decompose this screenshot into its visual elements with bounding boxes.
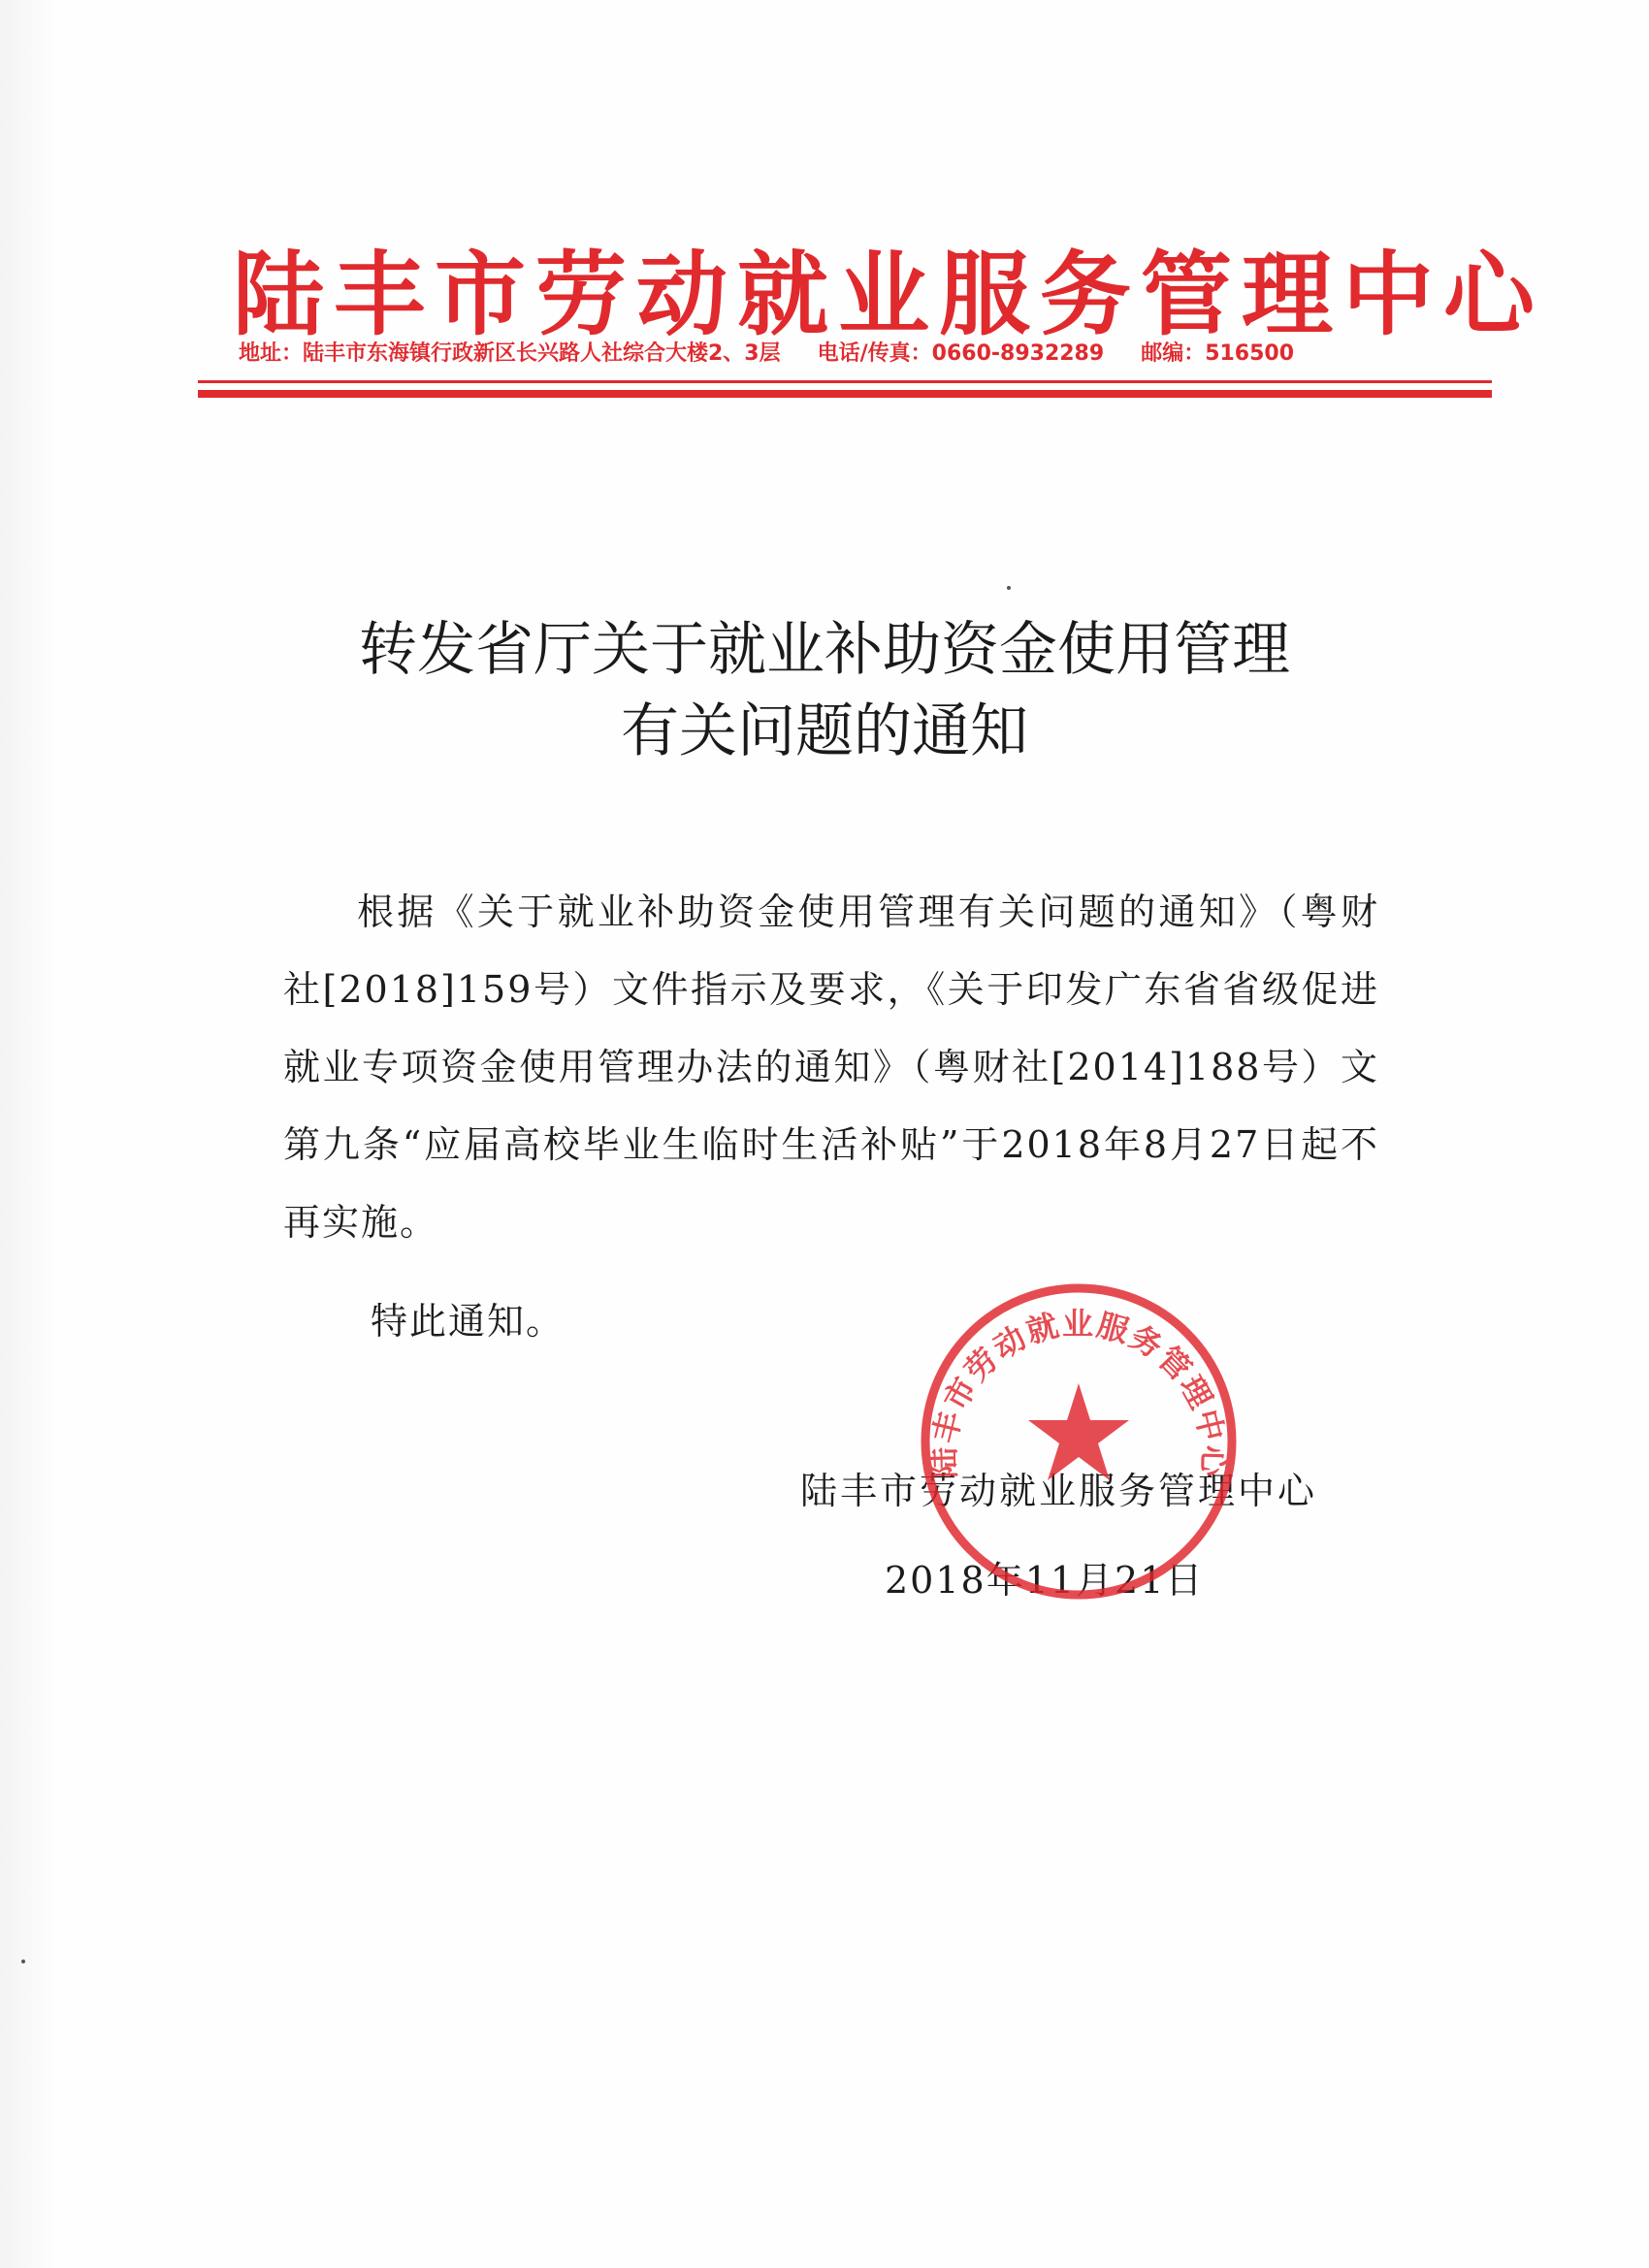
- signature-date: 2018年11月21日: [885, 1559, 1205, 1602]
- closing-remark: 特此通知。: [371, 1300, 566, 1343]
- letterhead-contact-info: [239, 337, 1461, 367]
- scan-speck: [21, 1960, 25, 1963]
- letterhead-rule-thick: [198, 390, 1492, 398]
- signature-organization: 陆丰市劳动就业服务管理中心: [800, 1470, 1318, 1512]
- seal-text: 陆丰市劳动就业服务管理中心: [924, 1305, 1233, 1479]
- document-title: [194, 609, 1455, 772]
- document-title-line-2: 有关问题的通知: [621, 697, 1028, 765]
- scan-edge-shadow: [0, 0, 58, 2268]
- official-seal: [916, 1279, 1242, 1604]
- document-body: [283, 873, 1379, 1261]
- scan-speck: [1007, 586, 1011, 590]
- letterhead-address: 地址：陆丰市东海镇行政新区长兴路人社综合大楼2、3层: [239, 341, 781, 366]
- document-title-line-1: 转发省厅关于就业补助资金使用管理: [359, 616, 1290, 684]
- letterhead-postcode: 邮编：516500: [1141, 341, 1295, 366]
- star-icon: [1028, 1383, 1129, 1480]
- letterhead-phone: 电话/传真：0660-8932289: [817, 341, 1105, 366]
- letterhead-org-name: 陆丰市劳动就业服务管理中心: [233, 242, 1545, 348]
- body-paragraph: 根据《关于就业补助资金使用管理有关问题的通知》（粤财社[2018]159号）文件指示及要求，《关于印发广东省省级促进就业专项资金使用管理办法的通知》（粤财社[2014]188号）文第九条“应届高校毕业生临时生活补贴”于2018年8月27日起不再实施。: [283, 891, 1379, 1244]
- letterhead-rule-thin: [198, 380, 1492, 383]
